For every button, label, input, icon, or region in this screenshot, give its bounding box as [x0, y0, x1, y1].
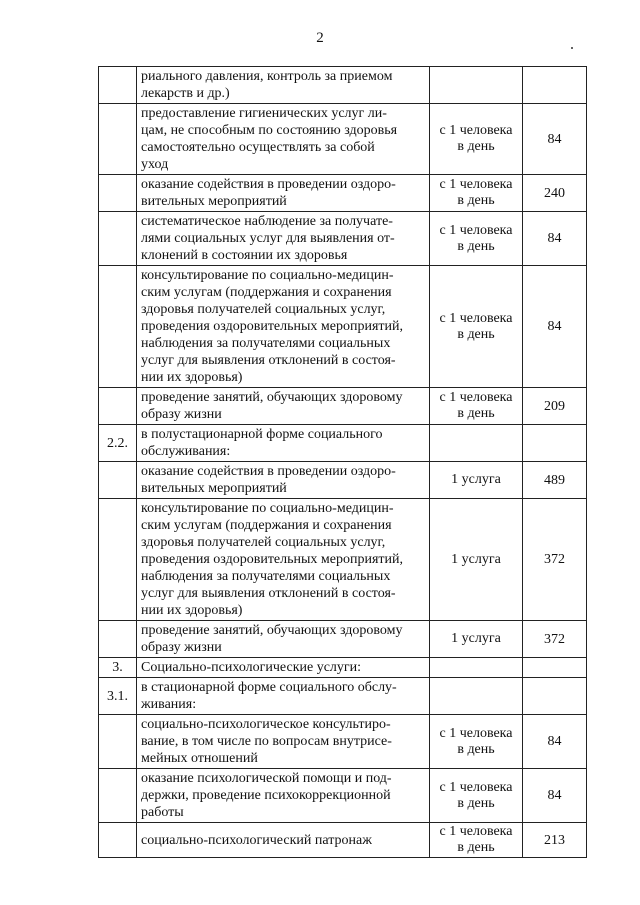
table-row — [99, 104, 587, 175]
unit-text: с 1 человека в день — [439, 390, 513, 421]
unit-cell — [430, 823, 523, 858]
rate-text: 213 — [544, 832, 565, 848]
rate-cell — [523, 823, 587, 858]
unit-text: с 1 человека в день — [439, 177, 513, 208]
row-number-cell — [99, 678, 137, 715]
table-row — [99, 769, 587, 823]
unit-cell — [430, 658, 523, 678]
unit-cell — [430, 175, 523, 212]
row-number-cell — [99, 388, 137, 425]
table-row — [99, 499, 587, 621]
service-description-text: социально-психологическое консультиро- вание, в том числе по вопросам внутрисе- мейных отношений — [141, 717, 392, 766]
table-row — [99, 266, 587, 388]
unit-cell — [430, 769, 523, 823]
row-number-cell — [99, 823, 137, 858]
service-description-cell — [137, 212, 430, 266]
unit-text: с 1 человека в день — [439, 725, 513, 757]
row-number-cell — [99, 621, 137, 658]
service-description-text: в стационарной форме социального обслу- живания: — [141, 680, 397, 712]
unit-cell — [430, 104, 523, 175]
service-description-cell — [137, 823, 430, 858]
row-number-text: 2.2. — [107, 435, 128, 451]
rate-cell — [523, 266, 587, 388]
service-description-text: проведение занятий, обучающих здоровому образу жизни — [141, 623, 403, 655]
service-description-cell — [137, 388, 430, 425]
row-number-cell — [99, 212, 137, 266]
service-description-text: оказание психологической помощи и под- держки, проведение психокоррекционной работы — [141, 771, 392, 820]
unit-cell — [430, 621, 523, 658]
service-description-cell — [137, 499, 430, 621]
rate-text: 84 — [547, 788, 562, 803]
row-number-cell — [99, 715, 137, 769]
service-description-cell — [137, 658, 430, 678]
rate-cell — [523, 425, 587, 462]
scan-speck — [571, 47, 573, 49]
unit-text: с 1 человека в день — [439, 310, 513, 342]
unit-cell — [430, 425, 523, 462]
service-description-text: оказание содействия в проведении оздоро- вительных мероприятий — [141, 177, 396, 209]
service-description-text: предоставление гигиенических услуг ли- цам, не способным по состоянию здоровья самостоятельно осуществлять за собой уход — [141, 106, 398, 172]
rate-cell — [523, 67, 587, 104]
rate-cell — [523, 769, 587, 823]
table-row — [99, 715, 587, 769]
service-description-text: Социально-психологические услуги: — [141, 660, 362, 675]
row-number-cell — [99, 658, 137, 678]
service-description-text: систематическое наблюдение за получате- лями социальных услуг для выявления от- клонений в состоянии их здоровья — [141, 214, 395, 263]
services-table-body — [99, 67, 587, 858]
rate-text: 84 — [547, 734, 562, 749]
service-description-cell — [137, 266, 430, 388]
rate-cell — [523, 212, 587, 266]
unit-cell — [430, 388, 523, 425]
table-row — [99, 175, 587, 212]
rate-text: 84 — [547, 231, 562, 246]
row-number-cell — [99, 769, 137, 823]
unit-text: с 1 человека в день — [439, 779, 513, 811]
row-number-cell — [99, 499, 137, 621]
page-number: 2 — [316, 30, 324, 46]
unit-text: с 1 человека в день — [439, 824, 513, 855]
service-description-text: консультирование по социально-медицин- ским услугам (поддержания и сохранения здоровья получателей социальных услуг, проведения оздоровительных мероприятий, наблюдения за получателями социальных услуг для выявления отклонений в состоя- нии их здоровья) — [141, 268, 404, 385]
rate-cell — [523, 499, 587, 621]
unit-cell — [430, 212, 523, 266]
table-row — [99, 212, 587, 266]
rate-cell — [523, 104, 587, 175]
service-description-text: риального давления, контроль за приемом лекарств и др.) — [141, 69, 393, 101]
table-row — [99, 67, 587, 104]
rate-text: 84 — [547, 131, 562, 147]
unit-cell — [430, 715, 523, 769]
service-description-cell — [137, 462, 430, 499]
service-description-cell — [137, 678, 430, 715]
table-row — [99, 462, 587, 499]
service-description-text: проведение занятий, обучающих здоровому образу жизни — [141, 390, 403, 422]
unit-text: с 1 человека в день — [439, 123, 513, 154]
row-number-cell — [99, 104, 137, 175]
table-row — [99, 425, 587, 462]
rate-text: 489 — [544, 472, 565, 488]
table-row — [99, 658, 587, 678]
unit-cell — [430, 462, 523, 499]
rate-cell — [523, 658, 587, 678]
row-number-cell — [99, 462, 137, 499]
rate-cell — [523, 462, 587, 499]
service-description-cell — [137, 769, 430, 823]
service-description-text: в полустационарной форме социального обслуживания: — [141, 427, 383, 459]
service-description-text: оказание содействия в проведении оздоро- вительных мероприятий — [141, 464, 396, 496]
unit-text: 1 услуга — [451, 631, 501, 646]
service-description-cell — [137, 175, 430, 212]
unit-text: 1 услуга — [451, 472, 501, 487]
unit-cell — [430, 266, 523, 388]
service-description-cell — [137, 104, 430, 175]
table-row — [99, 678, 587, 715]
row-number-cell — [99, 67, 137, 104]
rate-text: 84 — [547, 319, 562, 334]
service-description-text: консультирование по социально-медицин- ским услугам (поддержания и сохранения здоровья получателей социальных услуг, проведения оздоровительных мероприятий, наблюдения за получателями социальных услуг для выявления отклонений в состоя- нии их здоровья) — [141, 501, 404, 618]
rate-text: 372 — [544, 631, 565, 647]
row-number-text: 3.1. — [107, 688, 128, 704]
service-description-cell — [137, 425, 430, 462]
rate-cell — [523, 715, 587, 769]
row-number-cell — [99, 266, 137, 388]
rate-cell — [523, 678, 587, 715]
unit-cell — [430, 499, 523, 621]
rate-text: 209 — [544, 398, 565, 414]
rate-text: 372 — [544, 552, 565, 567]
service-description-cell — [137, 67, 430, 104]
rate-cell — [523, 621, 587, 658]
row-number-text: 3. — [112, 660, 123, 675]
rate-cell — [523, 388, 587, 425]
service-description-cell — [137, 621, 430, 658]
row-number-cell — [99, 175, 137, 212]
row-number-cell — [99, 425, 137, 462]
unit-text: с 1 человека в день — [439, 222, 513, 254]
service-description-cell — [137, 715, 430, 769]
service-description-text: социально-психологический патронаж — [141, 832, 372, 848]
unit-cell — [430, 678, 523, 715]
services-table — [98, 66, 587, 858]
unit-cell — [430, 67, 523, 104]
rate-text: 240 — [544, 185, 565, 201]
rate-cell — [523, 175, 587, 212]
unit-text: 1 услуга — [451, 551, 501, 567]
table-row — [99, 621, 587, 658]
table-row — [99, 388, 587, 425]
table-row — [99, 823, 587, 858]
